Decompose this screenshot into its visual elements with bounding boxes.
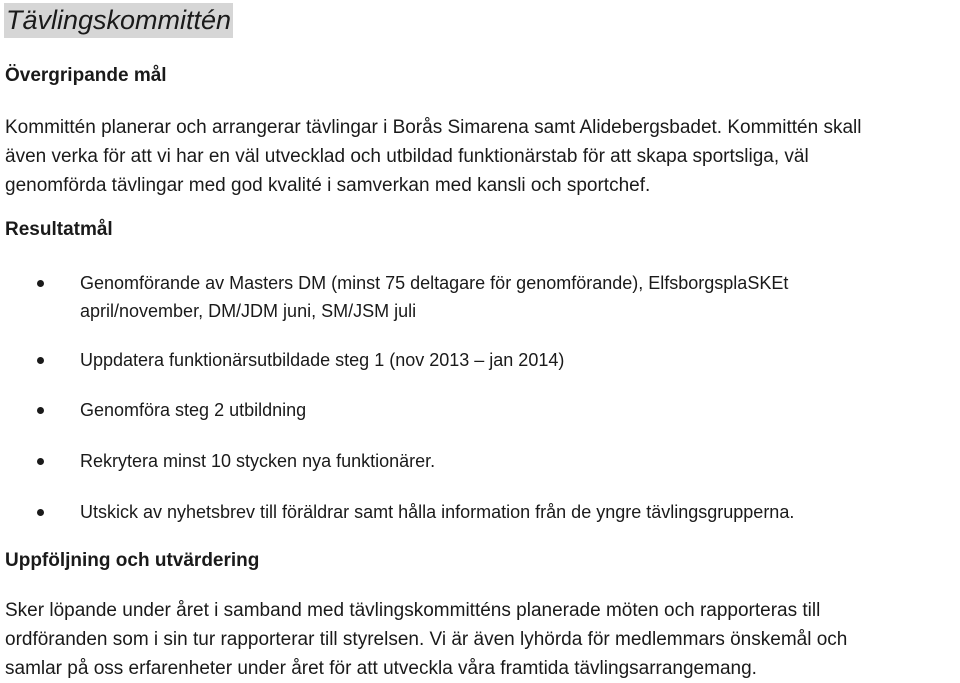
list-item-text — [80, 498, 950, 526]
bullet-icon — [37, 458, 44, 465]
overall-goals-paragraph — [5, 113, 955, 200]
followup-paragraph — [5, 596, 955, 683]
paragraph-line: Kommittén planerar och arrangerar tävlingar i Borås Simarena samt Alidebergsbadet. Kommittén skall — [5, 117, 862, 138]
list-item-line: Utskick av nyhetsbrev till föräldrar samt hålla information från de yngre tävlingsgrupperna. — [80, 502, 795, 522]
list-item-line: Uppdatera funktionärsutbildade steg 1 (nov 2013 – jan 2014) — [80, 350, 565, 370]
list-item-line: Rekrytera minst 10 stycken nya funktionärer. — [80, 451, 436, 471]
paragraph-line: Sker löpande under året i samband med tävlingskommitténs planerade möten och rapporteras till — [5, 600, 821, 621]
list-item-line: Genomförande av Masters DM (minst 75 deltagare för genomförande), ElfsborgsplaSKEt — [80, 273, 789, 293]
followup-heading: Uppföljning och utvärdering — [5, 550, 260, 571]
bullet-icon — [37, 357, 44, 364]
list-item-line: Genomföra steg 2 utbildning — [80, 400, 307, 420]
list-item-text — [80, 269, 950, 325]
list-item-text — [80, 346, 950, 374]
paragraph-line: även verka för att vi har en väl utvecklad och utbildad funktionärstab för att skapa sportsliga, väl — [5, 146, 809, 167]
result-goals-heading: Resultatmål — [5, 219, 113, 240]
paragraph-line: samlar på oss erfarenheter under året för att utveckla våra framtida tävlingsarrangemang. — [5, 658, 757, 679]
list-item-text — [80, 396, 950, 424]
paragraph-line: genomförda tävlingar med god kvalité i samverkan med kansli och sportchef. — [5, 175, 651, 196]
overall-goals-heading: Övergripande mål — [5, 65, 167, 86]
bullet-icon — [37, 407, 44, 414]
bullet-icon — [37, 509, 44, 516]
paragraph-line: ordföranden som i sin tur rapporterar till styrelsen. Vi är även lyhörda för medlemmars önskemål och — [5, 629, 848, 650]
list-item-text — [80, 447, 950, 475]
page-title: Tävlingskommittén — [4, 3, 233, 38]
list-item-line: april/november, DM/JDM juni, SM/JSM juli — [80, 301, 417, 321]
bullet-icon — [37, 280, 44, 287]
